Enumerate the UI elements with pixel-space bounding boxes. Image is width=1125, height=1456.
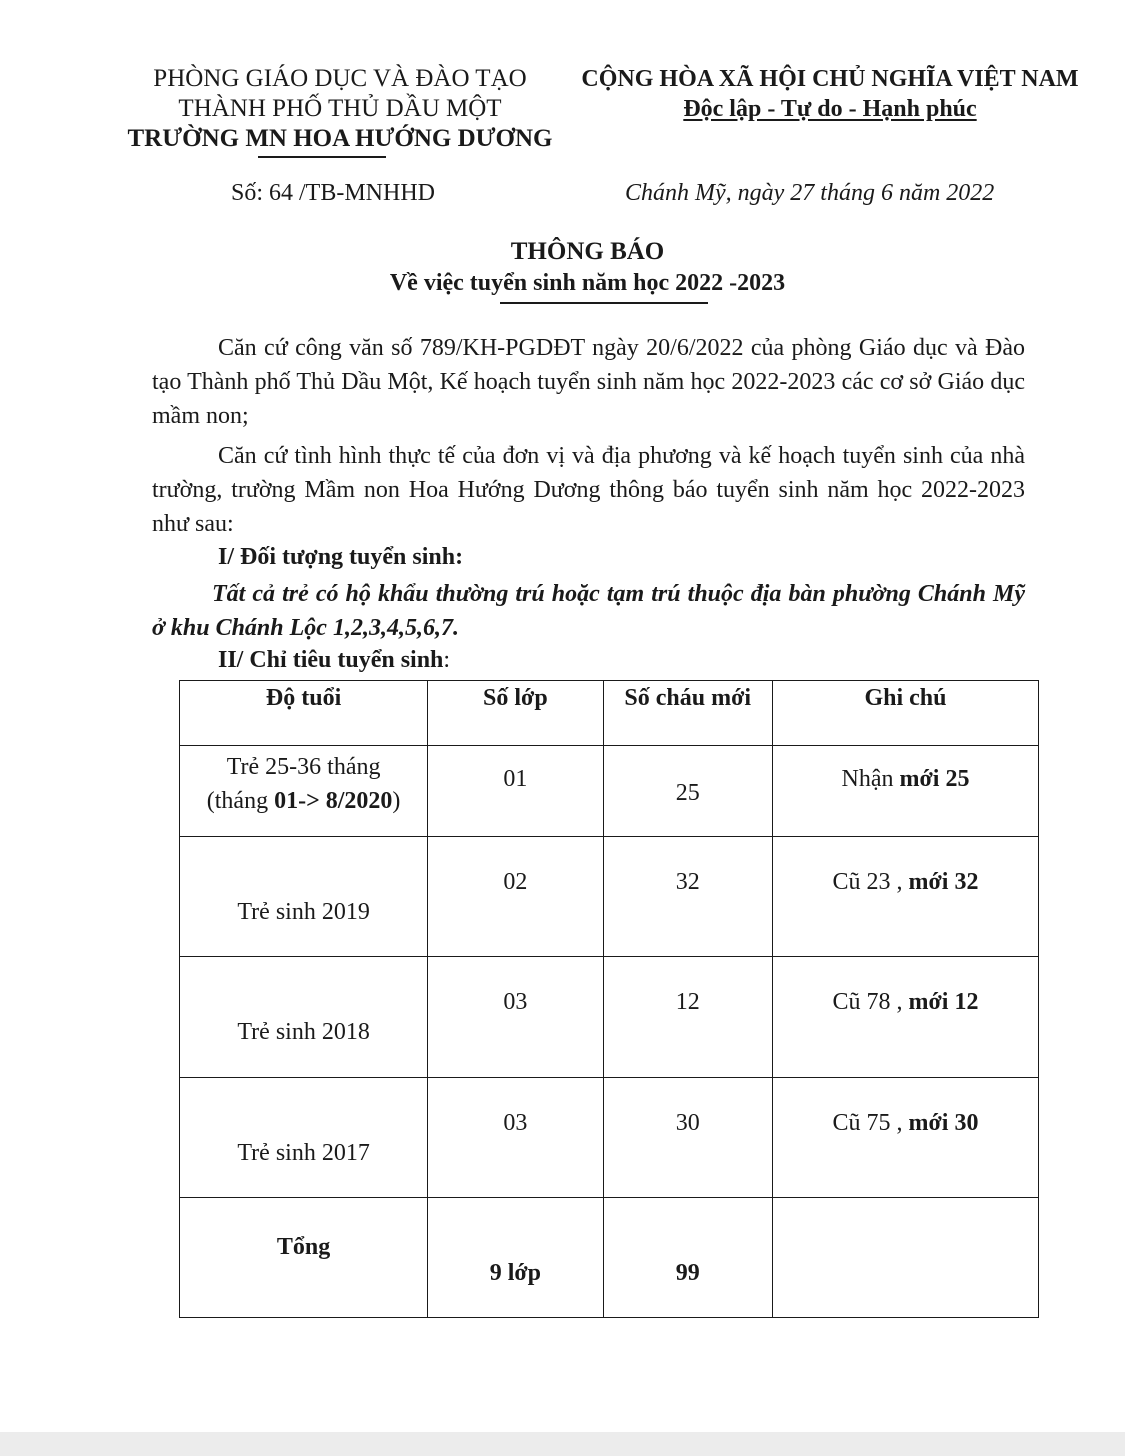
school-name: TRƯỜNG MN HOA HƯỚNG DƯƠNG bbox=[127, 125, 553, 152]
page-edge bbox=[0, 1432, 1125, 1456]
total-note-cell bbox=[772, 1198, 1038, 1318]
enrollment-quota-table bbox=[179, 680, 1039, 1318]
age-text: Trẻ sinh 2017 bbox=[237, 1140, 370, 1166]
table-header-row bbox=[180, 681, 1039, 746]
table-row bbox=[180, 746, 1039, 837]
classes-cell bbox=[428, 957, 603, 1078]
total-classes: 9 lớp bbox=[489, 1260, 542, 1286]
divider bbox=[500, 302, 708, 304]
new-children-cell bbox=[603, 1078, 772, 1198]
national-title: CỘNG HÒA XÃ HỘI CHỦ NGHĨA VIỆT NAM bbox=[581, 66, 1079, 92]
header-age: Độ tuổi bbox=[180, 681, 428, 746]
header-new-children: Số cháu mới bbox=[603, 681, 772, 746]
age-range-bold: 01-> 8/2020 bbox=[274, 788, 393, 814]
header-notes: Ghi chú bbox=[772, 681, 1038, 746]
national-header bbox=[580, 64, 1080, 124]
classes-cell bbox=[428, 746, 603, 837]
note-text: Cũ 23 , bbox=[832, 869, 909, 895]
authority-line-1: PHÒNG GIÁO DỤC VÀ ĐÀO TẠO bbox=[153, 65, 527, 92]
new-children-value: 12 bbox=[675, 989, 700, 1015]
age-range-suffix: ) bbox=[392, 788, 401, 814]
age-cell bbox=[180, 837, 428, 957]
age-text: Trẻ 25-36 tháng bbox=[226, 754, 381, 780]
note-text: Cũ 78 , bbox=[832, 989, 909, 1015]
note-bold: mới 30 bbox=[908, 1110, 979, 1136]
table-total-row bbox=[180, 1198, 1039, 1318]
classes-value: 02 bbox=[503, 869, 528, 895]
classes-value: 01 bbox=[503, 766, 528, 792]
paragraph-basis-2 bbox=[152, 439, 1025, 541]
age-cell bbox=[180, 1078, 428, 1198]
new-children-value: 25 bbox=[675, 780, 700, 806]
header-classes: Số lớp bbox=[428, 681, 603, 746]
document-date: Chánh Mỹ, ngày 27 tháng 6 năm 2022 bbox=[625, 180, 995, 206]
paragraph-text: Căn cứ tình hình thực tế của đơn vị và địa phương và kế hoạch tuyển sinh của nhà trường, trường Mầm non Hoa Hướng Dương thông báo tuyển sinh năm học 2022-2023 như sau: bbox=[152, 443, 1025, 537]
table-row bbox=[180, 837, 1039, 957]
note-cell bbox=[772, 746, 1038, 837]
age-range bbox=[180, 784, 427, 818]
document-subtitle: Về việc tuyển sinh năm học 2022 -2023 bbox=[389, 270, 786, 296]
classes-cell bbox=[428, 837, 603, 957]
authority-line-2: THÀNH PHỐ THỦ DẦU MỘT bbox=[178, 95, 502, 122]
age-cell bbox=[180, 746, 428, 837]
section-2-heading-text: II/ Chỉ tiêu tuyển sinh bbox=[218, 647, 444, 673]
section-2-heading bbox=[218, 647, 450, 674]
section-1-body bbox=[152, 577, 1025, 645]
total-new-cell bbox=[603, 1198, 772, 1318]
new-children-cell bbox=[603, 746, 772, 837]
age-text: Trẻ sinh 2019 bbox=[237, 899, 370, 925]
table-row bbox=[180, 1078, 1039, 1198]
total-classes-cell bbox=[428, 1198, 603, 1318]
note-bold: mới 25 bbox=[899, 766, 970, 792]
note-bold: mới 32 bbox=[908, 869, 979, 895]
document-number: Số: 64 /TB-MNHHD bbox=[231, 180, 436, 206]
note-cell bbox=[772, 837, 1038, 957]
classes-value: 03 bbox=[503, 1110, 528, 1136]
paragraph-basis-1 bbox=[152, 331, 1025, 433]
total-label-cell bbox=[180, 1198, 428, 1318]
new-children-value: 30 bbox=[675, 1110, 700, 1136]
document-title: THÔNG BÁO bbox=[510, 238, 665, 265]
age-cell bbox=[180, 957, 428, 1078]
note-cell bbox=[772, 957, 1038, 1078]
new-children-cell bbox=[603, 957, 772, 1078]
section-1-heading: I/ Đối tượng tuyển sinh: bbox=[218, 544, 464, 570]
table-row bbox=[180, 957, 1039, 1078]
divider bbox=[258, 156, 386, 158]
age-text: Trẻ sinh 2018 bbox=[237, 1019, 370, 1045]
national-motto: Độc lập - Tự do - Hạnh phúc bbox=[683, 96, 977, 122]
issuing-authority bbox=[110, 64, 570, 154]
classes-value: 03 bbox=[503, 989, 528, 1015]
section-1-text: Tất cả trẻ có hộ khẩu thường trú hoặc tạm trú thuộc địa bàn phường Chánh Mỹ ở khu Chánh Lộc 1,2,3,4,5,6,7. bbox=[152, 581, 1025, 641]
new-children-value: 32 bbox=[675, 869, 700, 895]
new-children-cell bbox=[603, 837, 772, 957]
note-text: Cũ 75 , bbox=[832, 1110, 909, 1136]
note-cell bbox=[772, 1078, 1038, 1198]
total-label: Tổng bbox=[276, 1234, 331, 1260]
note-bold: mới 12 bbox=[908, 989, 979, 1015]
paragraph-text: Căn cứ công văn số 789/KH-PGDĐT ngày 20/6/2022 của phòng Giáo dục và Đào tạo Thành phố Thủ Dầu Một, Kế hoạch tuyển sinh năm học 2022-2023 các cơ sở Giáo dục mầm non; bbox=[152, 335, 1025, 429]
section-2-heading-colon: : bbox=[443, 647, 451, 673]
age-range-prefix: (tháng bbox=[206, 788, 275, 814]
classes-cell bbox=[428, 1078, 603, 1198]
note-text: Nhận bbox=[841, 766, 900, 792]
total-new: 99 bbox=[675, 1260, 700, 1286]
